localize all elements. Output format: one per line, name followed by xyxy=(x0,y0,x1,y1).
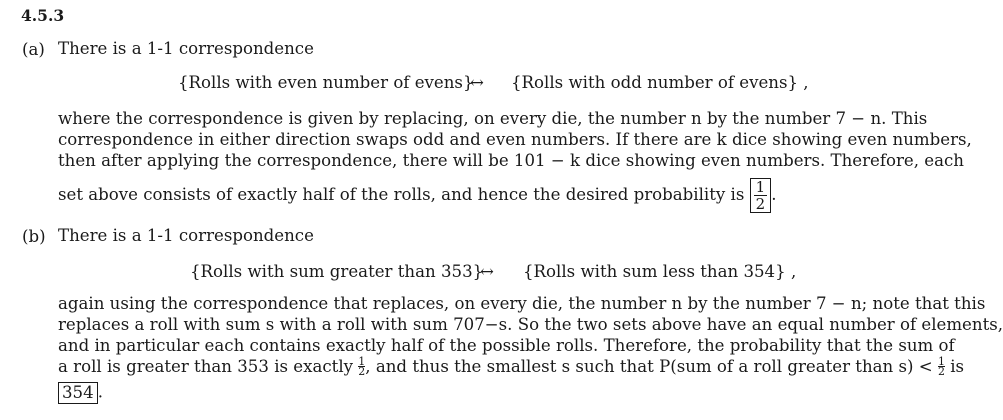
part-b-right-set: {Rolls with sum less than 354} , xyxy=(523,262,797,281)
part-b-answer-line xyxy=(58,382,103,404)
part-b-period: . xyxy=(97,382,103,402)
part-a-answer-numerator: 1 xyxy=(755,178,766,196)
part-a-label: (a) xyxy=(22,40,45,59)
part-b-line-4-c: is xyxy=(950,357,965,376)
section-number: 4.5.3 xyxy=(21,6,65,25)
half-numerator: 1 xyxy=(937,355,945,368)
part-a-right-set: {Rolls with odd number of evens} , xyxy=(511,73,809,92)
part-b-line-1: again using the correspondence that replaces, on every die, the number n by the number 7 − n; note that this xyxy=(58,294,986,313)
part-a-line-4 xyxy=(58,178,776,213)
part-a-line-2: correspondence in either direction swaps odd and even numbers. If there are k dice showing even numbers, xyxy=(58,130,972,149)
half-denominator: 2 xyxy=(358,365,366,378)
part-a-line-1: where the correspondence is given by replacing, on every die, the number n by the number 7 − n. This xyxy=(58,109,928,128)
part-b-label: (b) xyxy=(22,227,46,246)
part-b-arrow: ↔ xyxy=(480,262,494,281)
part-a-answer-fraction xyxy=(754,179,768,212)
part-b-answer-box: 354 xyxy=(58,382,98,404)
part-b-line-2: replaces a roll with sum s with a roll with sum 707−s. So the two sets above have an equal number of elements, xyxy=(58,315,1003,334)
part-b-line-3: and in particular each contains exactly half of the possible rolls. Therefore, the probability that the sum of xyxy=(58,336,955,355)
part-a-period: . xyxy=(771,185,777,204)
part-a-left-set: {Rolls with even number of evens} xyxy=(178,73,474,92)
part-a-answer-denominator: 2 xyxy=(755,195,766,213)
part-a-line-4-text: set above consists of exactly half of the rolls, and hence the desired probability is xyxy=(58,185,745,204)
part-b-line-4-b: , and thus the smallest s such that P(sum of a roll greater than s) < xyxy=(365,357,933,376)
half-denominator: 2 xyxy=(937,365,945,378)
part-a-intro: There is a 1-1 correspondence xyxy=(58,39,314,58)
part-b-line-4 xyxy=(58,355,965,378)
part-a-answer-box xyxy=(750,178,772,213)
part-b-half-fraction-2 xyxy=(938,357,945,376)
half-numerator: 1 xyxy=(358,355,366,368)
part-b-left-set: {Rolls with sum greater than 353} xyxy=(190,262,484,281)
part-a-arrow: ↔ xyxy=(470,73,484,92)
part-b-intro: There is a 1-1 correspondence xyxy=(58,226,314,245)
part-b-line-4-a: a roll is greater than 353 is exactly xyxy=(58,357,354,376)
part-a-line-3: then after applying the correspondence, there will be 101 − k dice showing even numbers. Therefore, each xyxy=(58,151,964,170)
